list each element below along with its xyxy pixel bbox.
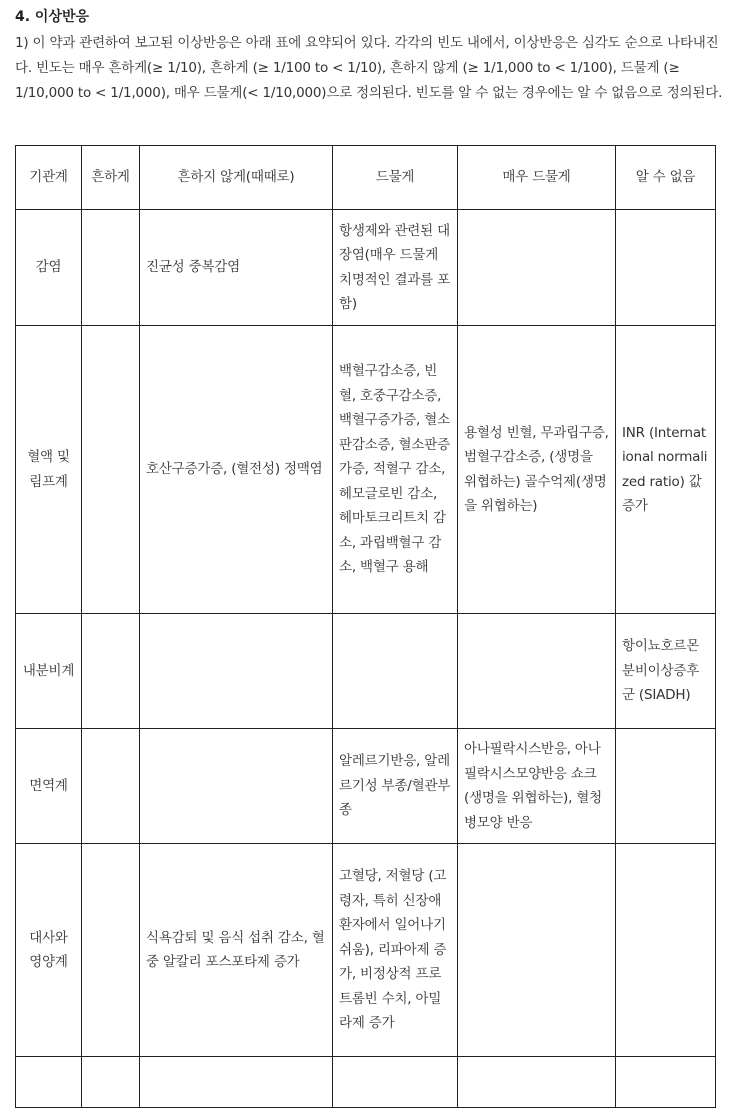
cell-common <box>82 614 140 729</box>
cell-common <box>82 1057 140 1108</box>
cell-uncommon: 호산구증가증, (혈전성) 정맥염 <box>140 326 333 614</box>
cell-organ: 혈액 및 림프계 <box>16 326 82 614</box>
cell-rare: 백혈구감소증, 빈혈, 호중구감소증, 백혈구증가증, 혈소판감소증, 혈소판증가증, 적혈구 감소, 헤모글로빈 감소, 헤마토크리트치 감소, 과립백혈구 감소, 백혈구 용해 <box>333 326 458 614</box>
header-very-rare: 매우 드물게 <box>458 146 616 210</box>
cell-very-rare <box>458 1057 616 1108</box>
cell-uncommon <box>140 614 333 729</box>
header-rare: 드물게 <box>333 146 458 210</box>
section-intro: 1) 이 약과 관련하여 보고된 이상반응은 아래 표에 요약되어 있다. 각각의 빈도 내에서, 이상반응은 심각도 순으로 나타내진다. 빈도는 매우 흔하게(≥ 1/10), 흔하게 (≥ 1/100 to < 1/10), 흔하지 않게 (≥ 1/1,000 to < 1/100), 드물게 (≥ 1/10,000 to < 1/1,000), 매우 드물게(< 1/10,000)으로 정의된다. 빈도를 알 수 없는 경우에는 알 수 없음으로 정의된다. <box>15 35 723 101</box>
table-row <box>16 1057 716 1108</box>
table-row <box>16 844 716 1057</box>
cell-rare: 항생제와 관련된 대장염(매우 드물게 치명적인 결과를 포함) <box>333 210 458 326</box>
cell-common <box>82 326 140 614</box>
cell-rare: 알레르기반응, 알레르기성 부종/혈관부종 <box>333 729 458 844</box>
header-unknown: 알 수 없음 <box>616 146 716 210</box>
cell-rare <box>333 1057 458 1108</box>
cell-organ: 감염 <box>16 210 82 326</box>
cell-rare <box>333 614 458 729</box>
section-title: 4. 이상반응 <box>15 9 90 25</box>
cell-very-rare <box>458 614 616 729</box>
table-row <box>16 210 716 326</box>
cell-organ <box>16 1057 82 1108</box>
cell-organ: 대사와 영양계 <box>16 844 82 1057</box>
adverse-reactions-table <box>15 145 716 1108</box>
cell-rare: 고혈당, 저혈당 (고령자, 특히 신장애 환자에서 일어나기 쉬움), 리파아제 증가, 비정상적 프로트롬빈 수치, 아밀라제 증가 <box>333 844 458 1057</box>
cell-unknown: INR (International normalized ratio) 값 증가 <box>616 326 716 614</box>
cell-unknown <box>616 1057 716 1108</box>
cell-organ: 내분비계 <box>16 614 82 729</box>
cell-unknown <box>616 729 716 844</box>
header-common: 흔하게 <box>82 146 140 210</box>
header-uncommon: 흔하지 않게(때때로) <box>140 146 333 210</box>
cell-uncommon <box>140 729 333 844</box>
cell-uncommon: 진균성 중복감염 <box>140 210 333 326</box>
document-page <box>15 0 727 1032</box>
cell-very-rare: 아나필락시스반응, 아나필락시스모양반응 쇼크(생명을 위협하는), 혈청병모양 반응 <box>458 729 616 844</box>
header-organ: 기관계 <box>16 146 82 210</box>
cell-very-rare <box>458 210 616 326</box>
cell-common <box>82 729 140 844</box>
table-row <box>16 729 716 844</box>
cell-common <box>82 210 140 326</box>
table-row <box>16 614 716 729</box>
cell-common <box>82 844 140 1057</box>
cell-very-rare <box>458 844 616 1057</box>
cell-organ: 면역계 <box>16 729 82 844</box>
table-header-row <box>16 146 716 210</box>
cell-uncommon <box>140 1057 333 1108</box>
cell-very-rare: 용혈성 빈혈, 무과립구증, 범혈구감소증, (생명을 위협하는) 골수억제(생명을 위협하는) <box>458 326 616 614</box>
cell-unknown <box>616 210 716 326</box>
cell-unknown <box>616 844 716 1057</box>
cell-unknown: 항이뇨호르몬 분비이상증후군 (SIADH) <box>616 614 716 729</box>
table-row <box>16 326 716 614</box>
cell-uncommon: 식욕감퇴 및 음식 섭취 감소, 혈중 알칼리 포스포타제 증가 <box>140 844 333 1057</box>
